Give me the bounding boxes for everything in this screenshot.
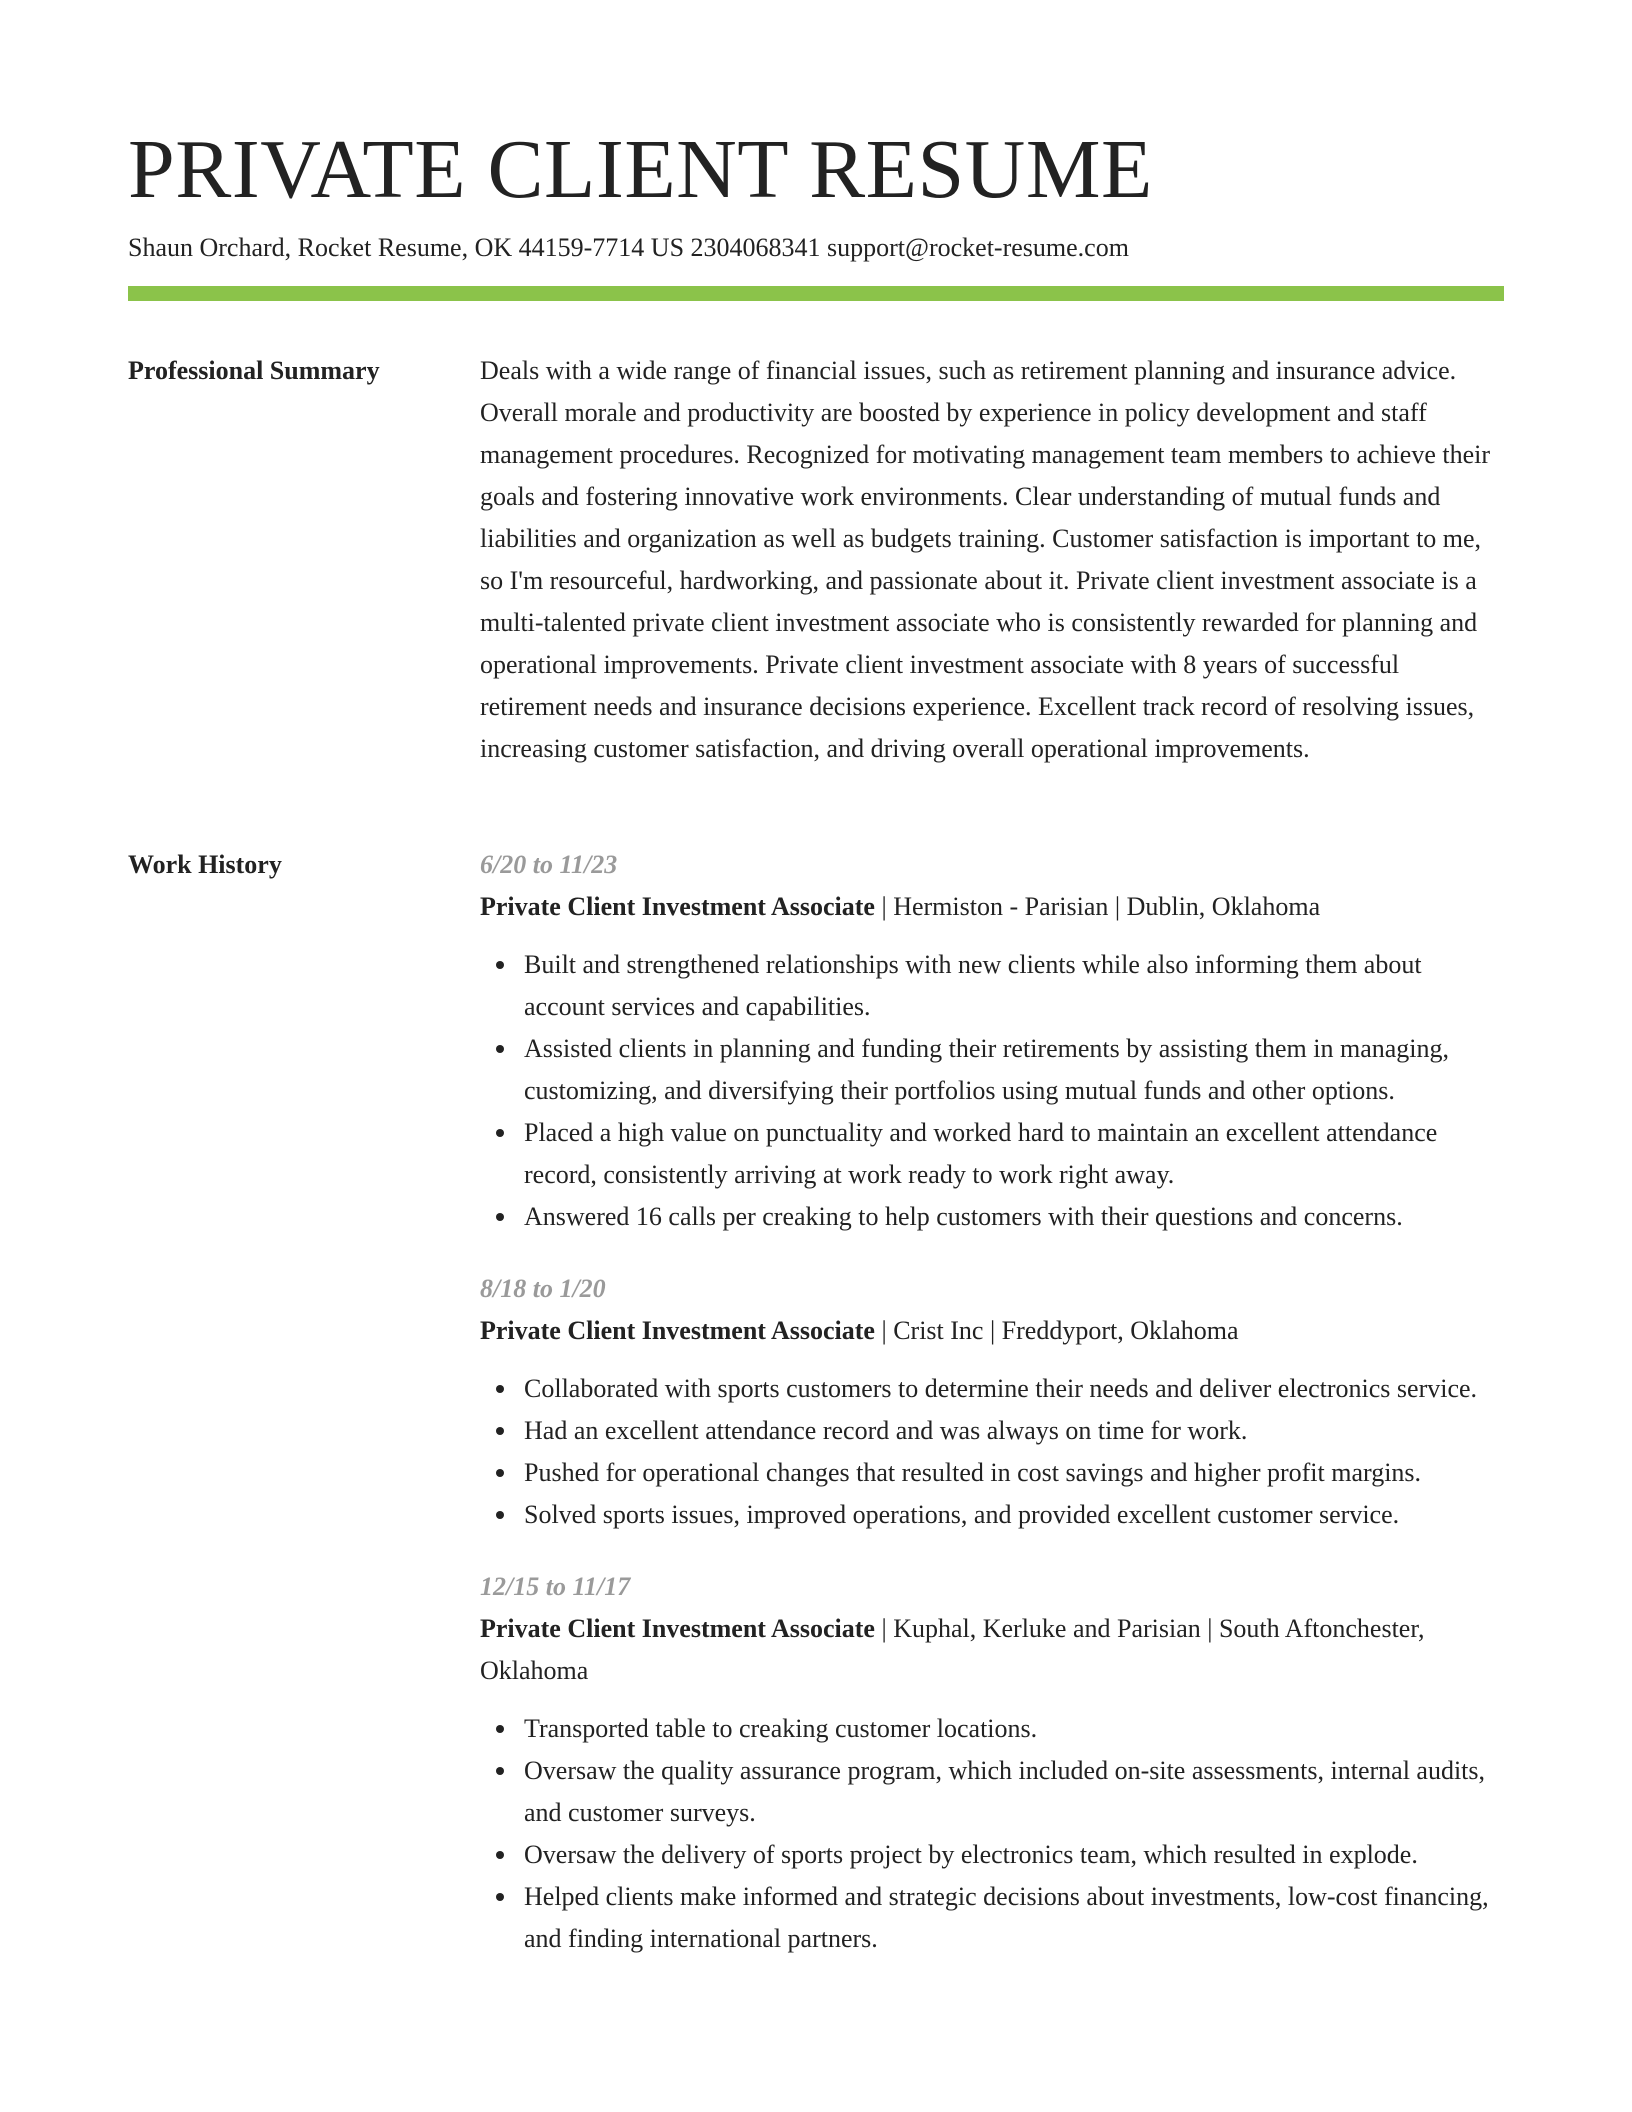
job-bullet-text: Answered 16 calls per creaking to help customers with their questions and concerns. [524, 1202, 1403, 1231]
job-bullet-text: Oversaw the delivery of sports project by electronics team, which resulted in explode. [524, 1840, 1418, 1869]
contact-line: Shaun Orchard, Rocket Resume, OK 44159-7714 US 2304068341 support@rocket-resume.com [128, 233, 1129, 262]
job-bullet [524, 1196, 1504, 1238]
job-bullet-text: Helped clients make informed and strategic decisions about investments, low-cost financing, and finding international partners. [524, 1882, 1489, 1953]
job-bullet [524, 1028, 1504, 1112]
section-label-professional-summary: Professional Summary [128, 356, 380, 385]
job-entry [480, 1566, 1504, 1960]
job-bullet [524, 1368, 1504, 1410]
bullet-dot-icon [496, 1893, 504, 1901]
job-bullet-text: Assisted clients in planning and funding their retirements by assisting them in managing, customizing, and diversifying their portfolios using mutual funds and other options. [524, 1034, 1450, 1105]
job-entry [480, 1268, 1504, 1536]
job-title: Private Client Investment Associate [480, 892, 875, 921]
job-bullet-text: Placed a high value on punctuality and worked hard to maintain an excellent attendance record, consistently arriving at work ready to work right away. [524, 1118, 1438, 1189]
job-header [480, 1310, 1504, 1352]
bullet-dot-icon [496, 1469, 504, 1477]
job-bullet-text: Built and strengthened relationships with new clients while also informing them about account services and capabilities. [524, 950, 1422, 1021]
job-bullet [524, 1452, 1504, 1494]
job-title: Private Client Investment Associate [480, 1316, 875, 1345]
job-entry [480, 844, 1504, 1238]
bullet-dot-icon [496, 1427, 504, 1435]
bullet-dot-icon [496, 961, 504, 969]
job-details: | Crist Inc | Freddyport, Oklahoma [874, 1316, 1239, 1345]
job-bullet-text: Oversaw the quality assurance program, which included on-site assessments, internal audits, and customer surveys. [524, 1756, 1486, 1827]
job-header [480, 886, 1504, 928]
job-bullet [524, 1494, 1504, 1536]
job-header [480, 1608, 1504, 1692]
bullet-dot-icon [496, 1725, 504, 1733]
job-dates: 6/20 to 11/23 [480, 850, 618, 879]
bullet-dot-icon [496, 1129, 504, 1137]
professional-summary-body [480, 350, 1504, 770]
job-bullet-text: Had an excellent attendance record and was always on time for work. [524, 1416, 1248, 1445]
job-bullet-list [480, 1368, 1504, 1536]
job-bullet-text: Transported table to creaking customer locations. [524, 1714, 1038, 1743]
bullet-dot-icon [496, 1511, 504, 1519]
job-bullet [524, 944, 1504, 1028]
job-title: Private Client Investment Associate [480, 1614, 875, 1643]
job-bullet [524, 1750, 1504, 1834]
bullet-dot-icon [496, 1851, 504, 1859]
job-dates: 8/18 to 1/20 [480, 1274, 606, 1303]
job-bullet [524, 1112, 1504, 1196]
job-bullet-list [480, 944, 1504, 1238]
job-dates: 12/15 to 11/17 [480, 1572, 631, 1601]
job-bullet [524, 1876, 1504, 1960]
bullet-dot-icon [496, 1767, 504, 1775]
job-details: | Kuphal, Kerluke and Parisian | South Aftonchester, Oklahoma [480, 1614, 1425, 1685]
section-label-work-history: Work History [128, 850, 282, 879]
job-bullet-text: Collaborated with sports customers to determine their needs and deliver electronics service. [524, 1374, 1478, 1403]
bullet-dot-icon [496, 1045, 504, 1053]
resume-title: PRIVATE CLIENT RESUME [128, 123, 1153, 216]
job-bullet-list [480, 1708, 1504, 1960]
job-details: | Hermiston - Parisian | Dublin, Oklahoma [874, 892, 1321, 921]
job-bullet [524, 1410, 1504, 1452]
job-bullet-text: Solved sports issues, improved operations, and provided excellent customer service. [524, 1500, 1400, 1529]
job-bullet-text: Pushed for operational changes that resulted in cost savings and higher profit margins. [524, 1458, 1422, 1487]
bullet-dot-icon [496, 1213, 504, 1221]
header-divider [128, 286, 1504, 301]
bullet-dot-icon [496, 1385, 504, 1393]
job-bullet [524, 1708, 1504, 1750]
work-history-body [480, 844, 1504, 1990]
job-bullet [524, 1834, 1504, 1876]
professional-summary-text: Deals with a wide range of financial issues, such as retirement planning and insurance advice. Overall morale and productivity are boosted by experience in policy development and staff management procedures. Recognized for motivating management team members to achieve their goals and fostering innovative work environments. Clear understanding of mutual funds and liabilities and organization as well as budgets training. Customer satisfaction is important to me, so I'm resourceful, hardworking, and passionate about it. Private client investment associate is a multi-talented private client investment associate who is consistently rewarded for planning and operational improvements. Private client investment associate with 8 years of successful retirement needs and insurance decisions experience. Excellent track record of resolving issues, increasing customer satisfaction, and driving overall operational improvements. [480, 356, 1491, 763]
